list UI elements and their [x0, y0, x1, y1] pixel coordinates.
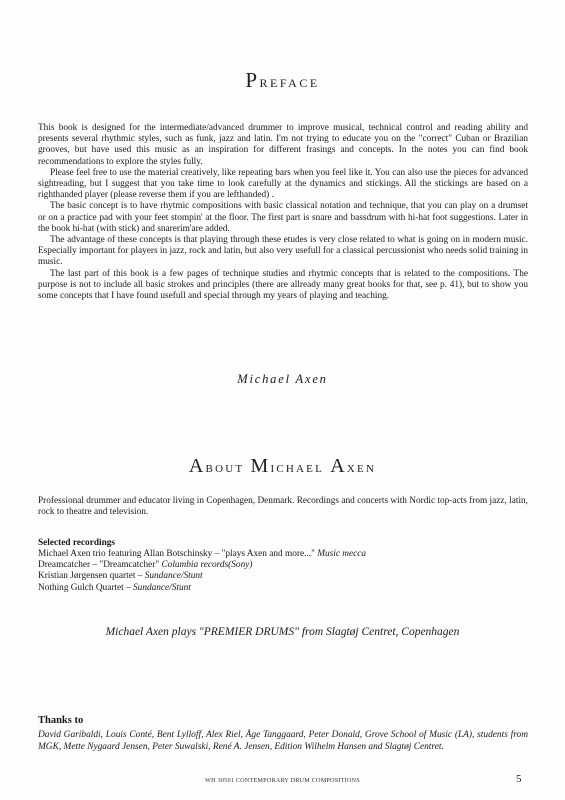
recording-title: Nothing Gulch Quartet –	[38, 582, 134, 593]
about-heading-initial: M	[250, 455, 271, 477]
recording-item	[38, 571, 538, 582]
author-signature: Michael Axen	[237, 372, 328, 386]
recordings-heading: Selected recordings	[38, 538, 116, 548]
recording-item	[38, 583, 538, 594]
preface-heading-initial: P	[245, 68, 260, 92]
recording-item	[38, 560, 538, 571]
page-footer: WH 30501 CONTEMPORARY DRUM COMPOSITIONS	[205, 777, 360, 784]
recording-label: Columbia records(Sony)	[161, 560, 253, 571]
preface-heading	[0, 68, 565, 93]
preface-paragraph: The last part of this book is a few pages of technique studies and rhytmic concepts that is related to the compositions. The purpose is not to include all basic strokes and principles (there are allready many great books for that, see p. 41), but to show you some concepts that I have found usefull and special through my years of playing and teaching.	[38, 268, 528, 302]
recording-label: Music mecca	[317, 549, 367, 559]
recording-label: Sundance/Stunt	[144, 571, 203, 582]
thanks-names: David Garibaldi, Louis Conté, Bent Lylloff, Alex Riel, Åge Tanggaard, Peter Donald, Grove School of Music (LA), students from MGK, Mette Nygaard Jensen, Peter Suwalski, René A. Jensen, Edition Wilhelm Hansen and Slagtøj Centret.	[38, 730, 528, 752]
recordings-list	[38, 549, 538, 594]
page-number: 5	[516, 773, 522, 785]
preface-heading-rest: reface	[259, 72, 320, 91]
recording-title: Michael Axen trio featuring Allan Botschinsky – "plays Axen and more..."	[38, 549, 318, 559]
recording-title: Kristian Jørgensen quartet –	[38, 571, 145, 582]
about-heading-part: bout	[205, 459, 251, 476]
about-heading-part: xen	[346, 459, 377, 476]
about-heading	[0, 455, 565, 478]
recording-item	[38, 549, 538, 560]
preface-paragraph: The basic concept is to have rhytmic compositions with basic classical notation and technique, that you can play on a drumset or on a practice pad with your feet stompin' at the floor. The first part is snare and bassdrum with hi-hat foot suggestions. Later in the book hi-hat (with stick) and snarerim'are added.	[38, 201, 528, 234]
about-heading-part: ichael	[270, 459, 331, 476]
endorsement-line: Michael Axen plays "PREMIER DRUMS" from Slagtøj Centret, Copenhagen	[105, 626, 460, 638]
about-intro: Professional drummer and educator living in Copenhagen, Denmark. Recordings and concerts with Nordic top-acts from jazz, latin, rock to theatre and television.	[38, 496, 529, 518]
recording-title: Dreamcatcher – "Dreamcatcher"	[38, 560, 162, 571]
preface-paragraph: This book is designed for the intermediate/advanced drummer to improve musical, technical control and reading ability and presents several rhythmic styles, such as funk, jazz and latin. I'm not trying to educate you on the "correct" Cuban or Brazilian grooves, but have used this music as an inspiration for different frasings and concepts. In the notes you can find book recommendations to explore the styles fully.	[38, 123, 528, 167]
thanks-heading: Thanks to	[38, 715, 84, 726]
recording-label: Sundance/Stunt	[133, 582, 191, 593]
about-heading-initial: A	[188, 455, 206, 477]
preface-paragraph: The advantage of these concepts is that playing through these etudes is very close related to what is going on in modern music. Especially important for players in jazz, rock and latin, but also very usefull for a classical percussionist who needs solid training in music.	[38, 235, 528, 268]
about-heading-initial: A	[330, 455, 347, 477]
preface-body	[38, 123, 528, 302]
preface-paragraph: Please feel free to use the material creatively, like repeating bars when you feel like it. You can also use the pieces for advanced sightreading, but I suggest that you take time to look carefully at the dynamics and stickings. All the stickings are based on a righthanded player (please reverse them if you are lefthanded) .	[38, 167, 528, 201]
